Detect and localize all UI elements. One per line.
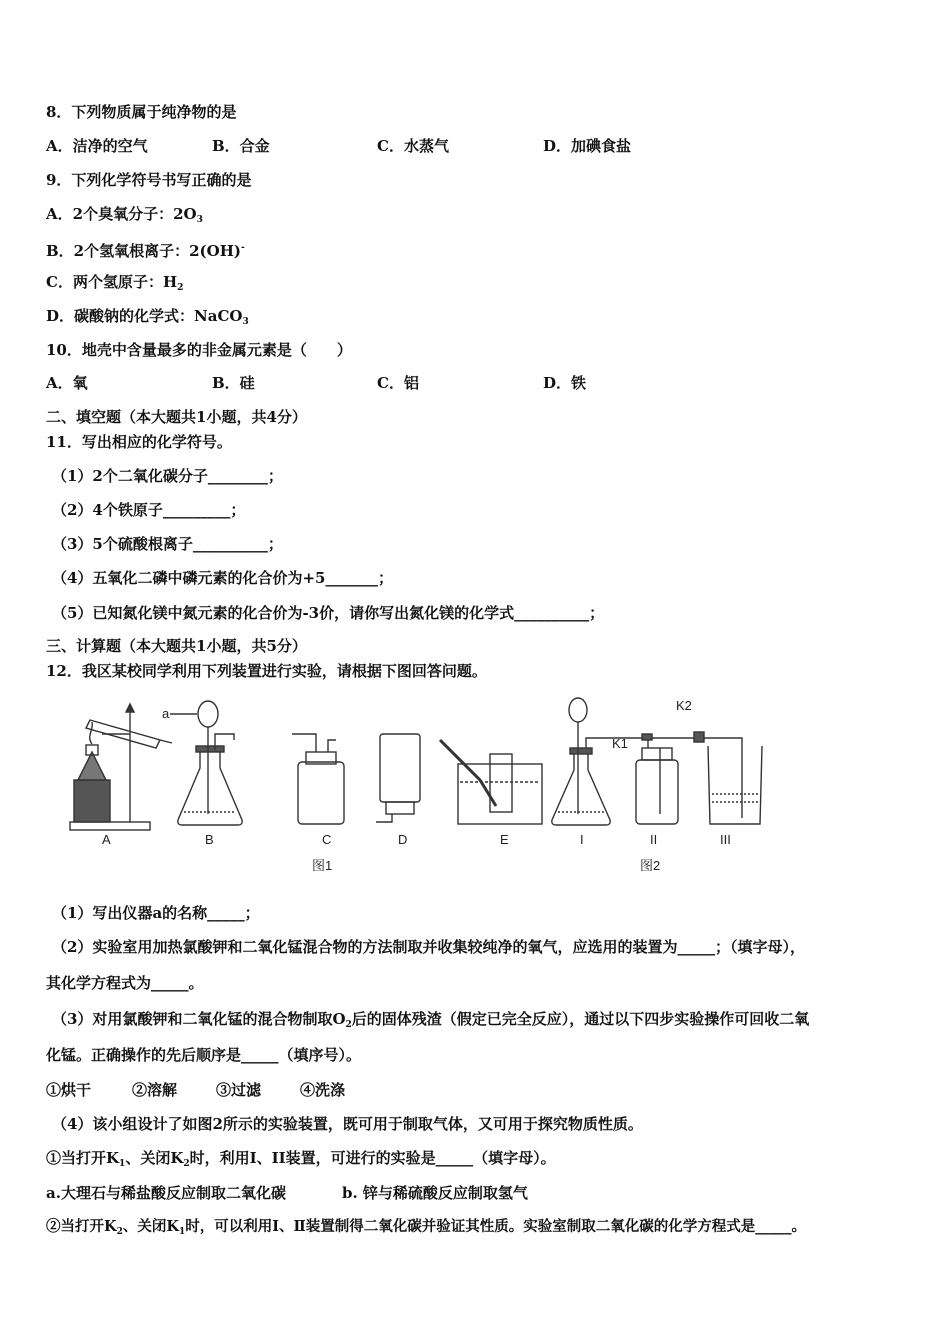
q12-step-2: ②溶解	[132, 1081, 178, 1099]
q11-item-2: （2）4个铁原子_________；	[52, 501, 246, 519]
q11-item-1: （1）2个二氧化碳分子________；	[52, 467, 283, 485]
q12-step-4: ④洗涤	[300, 1081, 346, 1099]
apparatus-d	[376, 734, 420, 822]
label-a: A	[102, 832, 111, 847]
label-i: I	[580, 832, 584, 847]
section2-heading: 二、填空题（本大题共1小题，共4分）	[46, 408, 307, 426]
q12-choice-b: b. 锌与稀硫酸反应制取氢气	[342, 1184, 528, 1202]
q11-stem: 11．写出相应的化学符号。	[46, 433, 232, 451]
q12-part5: ①当打开$K_1$、关闭$K_2$时，利用I、II装置，可进行的实验是_____（填字母）。	[46, 1149, 556, 1169]
q12-part3b: 化锰。正确操作的先后顺序是_____（填序号）。	[46, 1046, 362, 1064]
q11-item-3: （3）5个硫酸根离子__________；	[52, 535, 283, 553]
q10-stem: 10．地壳中含量最多的非金属元素是（ ）	[46, 341, 352, 359]
q12-part2a: （2）实验室用加热氯酸钾和二氧化锰混合物的方法制取并收集较纯净的氧气，应选用的装置为_____；（填字母），	[52, 938, 805, 956]
label-e: E	[500, 832, 509, 847]
q12-part1: （1）写出仪器a的名称_____；	[52, 904, 260, 922]
q9-option-c: C．两个氢原子：$H_2$	[46, 273, 184, 293]
q10-option-b: B．硅	[212, 374, 255, 392]
q9-option-a: A．2个臭氧分子：$2O_3$	[46, 205, 203, 225]
apparatus-a	[70, 704, 172, 830]
apparatus-iii	[680, 732, 762, 824]
q12-step-3: ③过滤	[216, 1081, 262, 1099]
fig2-caption: 图2	[640, 858, 661, 873]
apparatus-b	[170, 701, 242, 825]
q12-part4: （4）该小组设计了如图2所示的实验装置，既可用于制取气体，又可用于探究物质性质。	[52, 1115, 643, 1133]
q8-stem: 8．下列物质属于纯净物的是	[46, 103, 237, 121]
section3-heading: 三、计算题（本大题共1小题，共5分）	[46, 637, 307, 655]
apparatus-ii	[636, 734, 678, 824]
q11-item-5: （5）已知氮化镁中氮元素的化合价为-3价，请你写出氮化镁的化学式__________；	[52, 604, 605, 622]
q11-item-4: （4）五氧化二磷中磷元素的化合价为+5_______；	[52, 569, 393, 587]
apparatus-figure	[60, 690, 900, 880]
label-b: B	[205, 832, 214, 847]
q9-option-d: D．碳酸钠的化学式：NaCO$_3$	[46, 307, 249, 327]
q10-option-d: D．铁	[543, 374, 587, 392]
q12-part6: ②当打开$K_2$、关闭$K_1$时，可以利用Ⅰ、Ⅱ装置制得二氧化碳并验证其性质。实验室制取二氧化碳的化学方程式是_____。	[46, 1218, 806, 1237]
q12-choice-a: a.大理石与稀盐酸反应制取二氧化碳	[46, 1184, 286, 1202]
q8-option-a: A．洁净的空气	[46, 137, 148, 155]
q12-step-1: ①烘干	[46, 1081, 92, 1099]
q12-part3a: （3）对用氯酸钾和二氧化锰的混合物制取$O_2$后的固体残渣（假定已完全反应），通过以下四步实验操作可回收二氧	[52, 1010, 810, 1030]
apparatus-e	[440, 740, 542, 824]
q8-option-b: B．合金	[212, 137, 270, 155]
q9-option-b: B．2个氢氧根离子：2(OH)-	[46, 242, 245, 260]
q12-stem: 12．我区某校同学利用下列装置进行实验，请根据下图回答问题。	[46, 662, 487, 680]
fig1-caption: 图1	[312, 858, 333, 873]
q8-option-c: C．水蒸气	[377, 137, 449, 155]
label-ii: II	[650, 832, 658, 847]
label-k1: K1	[612, 736, 628, 751]
q8-option-d: D．加碘食盐	[543, 137, 632, 155]
apparatus-c	[292, 734, 344, 824]
label-instrument-a: a	[162, 706, 170, 721]
q9-stem: 9．下列化学符号书写正确的是	[46, 171, 252, 189]
q10-option-a: A．氧	[46, 374, 88, 392]
label-k2: K2	[676, 698, 692, 713]
apparatus-i	[552, 698, 680, 825]
label-d: D	[398, 832, 408, 847]
label-iii: III	[720, 832, 731, 847]
label-c: C	[322, 832, 332, 847]
q12-part2b: 其化学方程式为_____。	[46, 974, 204, 992]
q10-option-c: C．铝	[377, 374, 419, 392]
